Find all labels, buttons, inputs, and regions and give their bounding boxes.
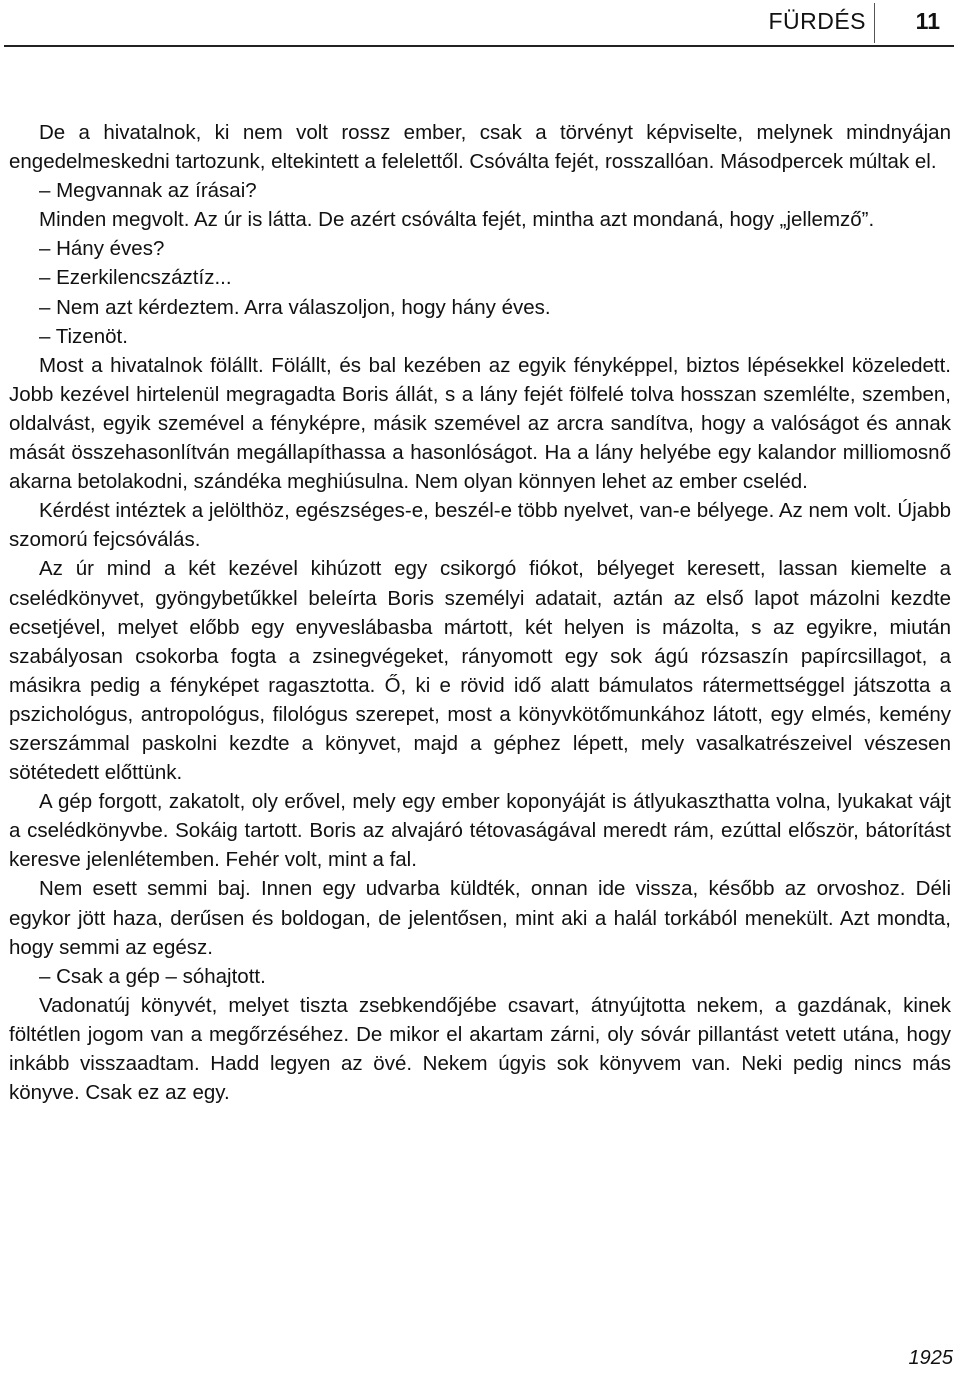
paragraph: A gép forgott, zakatolt, oly erővel, mely egy ember koponyáját is átlyukaszthatta volna, lyukakat vájt a cselédkönyvbe. Sokáig tartott. Boris az alvajáró tétovaságával meredt rám, ezúttal először, bátorítást keresve jelenlétemben. Fehér volt, mint a fal. (9, 790, 951, 872)
page-number: 11 (915, 8, 940, 34)
dialogue-line: – Csak a gép – sóhajtott. (39, 964, 266, 988)
paragraph: Most a hivatalnok fölállt. Fölállt, és bal kezében az egyik fényképpel, biztos lépésekkel közeledett. Jobb kezével hirtelenül megragadta Boris állát, s a lány fejét fölfelé tolva hosszan szemlélte, szemben, oldalvást, egyik szemével a fényképre, másik szemével az arcra sandítva, hogy a valóságot és annak mását összehasonlítván megállapíthassa a hasonlóságot. Ha a lány helyébe egy kalandor milliomosnő akarna betolakodni, szándéka meghiúsulna. Nem olyan könnyen lehet az ember cseléd. (9, 353, 951, 494)
paragraph: Az úr mind a két kezével kihúzott egy csikorgó fiókot, bélyeget keresett, lassan kiemelte a cselédkönyvet, gyöngybetűkkel beleírta Boris személyi adatait, aztán az első lapot mázolni kezdte ecsetjével, melyet előbb egy enyveslábasba mártott, két helyen is mázolta, s az egyikre, miután szabályosan csokorba fogta a zsinegvégeket, rányomott egy sok ágú rózsaszín papírcsillagot, a másikra pedig a fényképet ragasztotta. Ő, ki e rövid idő alatt bámulatos rátermettséggel játszotta a pszichológus, antropológus, filológus szerepet, most a könyvkötőmunkához látott, egy elmés, kemény szerszámmal paskolni kezdte a könyvet, majd a géphez lépett, mely vasalkatrészeivel vészesen sötétedett előttünk. (9, 557, 951, 785)
paragraph: Nem esett semmi baj. Innen egy udvarba küldték, onnan ide vissza, később az orvoshoz. Déli egykor jött haza, derűsen és boldogan, de jelentősen, mint aki a halál torkából menekült. Azt mondta, hogy semmi az egész. (9, 877, 951, 959)
paragraph: De a hivatalnok, ki nem volt rossz ember, csak a törvényt képviselte, melynek mindnyájan engedelmeskedni tartozunk, eltekintett a felelettől. Csóválta fejét, rosszallóan. Másodpercek múltak el. (9, 121, 951, 174)
chapter-title: FÜRDÉS (768, 8, 866, 34)
paragraph: Vadonatúj könyvét, melyet tiszta zsebkendőjébe csavart, átnyújtotta nekem, a gazdának, kinek föltétlen jogom van a megőrzéséhez. De mikor el akartam zárni, oly sóvár pillantást vetett utána, hogy inkább visszaadtam. Hadd legyen az övé. Nekem úgyis sok könyvem van. Neki pedig nincs más könyve. Csak ez az egy. (9, 993, 951, 1105)
dialogue-line: – Nem azt kérdeztem. Arra válaszoljon, hogy hány éves. (39, 295, 551, 319)
paragraph: Minden megvolt. Az úr is látta. De azért csóválta fejét, mintha azt mondaná, hogy „jellemző”. (39, 208, 875, 232)
dialogue-line: – Tizenöt. (39, 324, 128, 348)
dialogue-line: – Ezerkilencszáztíz... (39, 266, 232, 290)
paragraph: Kérdést intéztek a jelölthöz, egészséges-e, beszél-e több nyelvet, van-e bélyege. Az nem volt. Újabb szomorú fejcsóválás. (9, 499, 951, 552)
body-text (9, 118, 951, 1107)
dialogue-line: – Hány éves? (39, 237, 165, 261)
running-header (4, 0, 954, 47)
footer-year: 1925 (908, 1347, 953, 1369)
header-divider (874, 3, 875, 43)
dialogue-line: – Megvannak az írásai? (39, 179, 257, 203)
